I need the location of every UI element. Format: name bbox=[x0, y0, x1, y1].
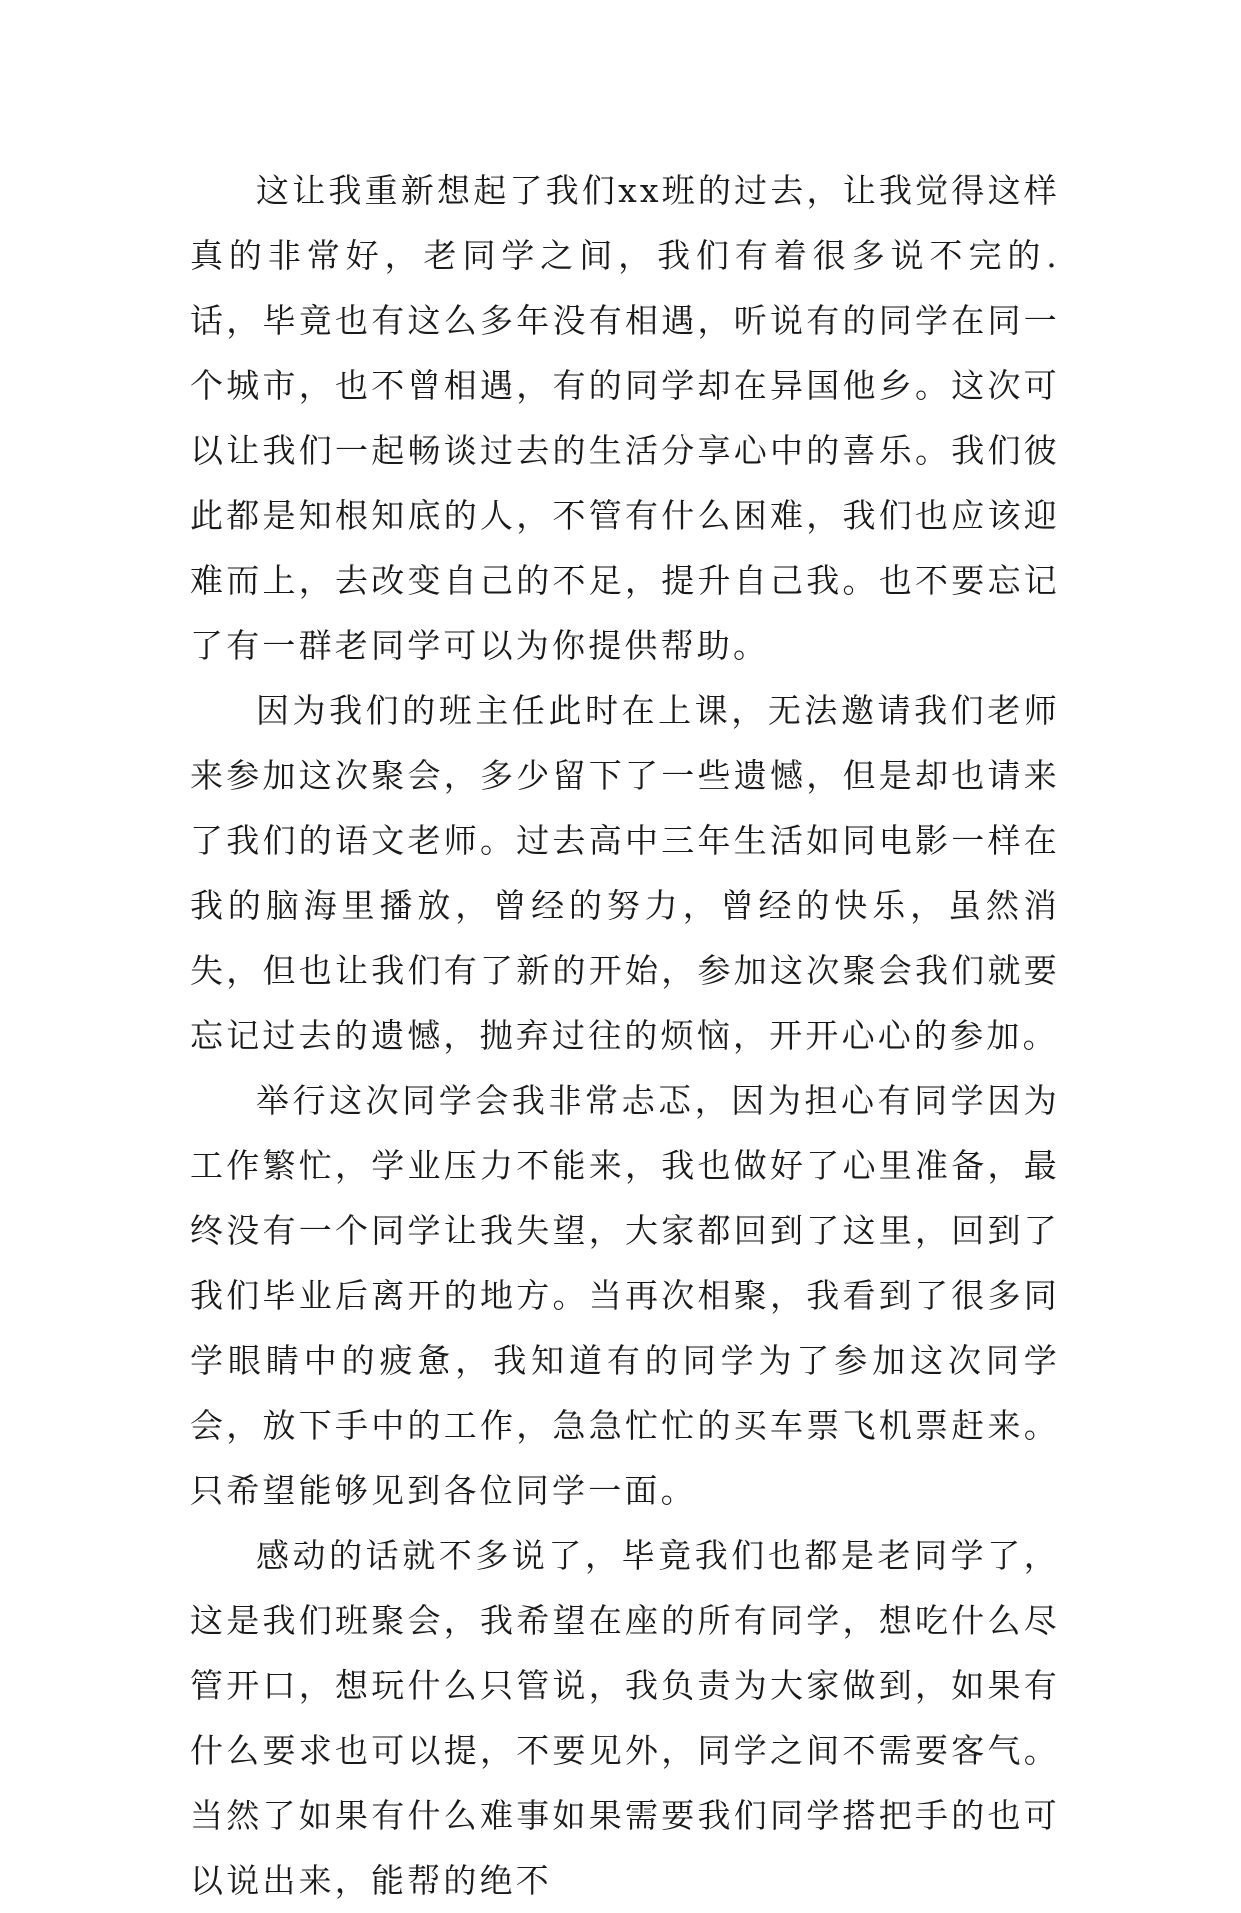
paragraph-2: 因为我们的班主任此时在上课，无法邀请我们老师来参加这次聚会，多少留下了一些遗憾，但是却也请来了我们的语文老师。过去高中三年生活如同电影一样在我的脑海里播放，曾经的努力，曾经的快乐，虽然消失，但也让我们有了新的开始，参加这次聚会我们就要忘记过去的遗憾，抛弃过往的烦恼，开开心心的参加。 bbox=[190, 691, 1060, 1055]
paragraph-1: 这让我重新想起了我们xx班的过去，让我觉得这样真的非常好，老同学之间，我们有着很多说不完的.话，毕竟也有这么多年没有相遇，听说有的同学在同一个城市，也不曾相遇，有的同学却在异国他乡。这次可以让我们一起畅谈过去的生活分享心中的喜乐。我们彼此都是知根知底的人，不管有什么困难，我们也应该迎难而上，去改变自己的不足，提升自己我。也不要忘记了有一群老同学可以为你提供帮助。 bbox=[190, 171, 1060, 665]
paragraph-3: 举行这次同学会我非常忐忑，因为担心有同学因为工作繁忙，学业压力不能来，我也做好了心里准备，最终没有一个同学让我失望，大家都回到了这里，回到了我们毕业后离开的地方。当再次相聚，我看到了很多同学眼睛中的疲惫，我知道有的同学为了参加这次同学会，放下手中的工作，急急忙忙的买车票飞机票赶来。只希望能够见到各位同学一面。 bbox=[190, 1081, 1060, 1510]
document-body bbox=[190, 158, 1060, 1913]
paragraph-4: 感动的话就不多说了，毕竟我们也都是老同学了，这是我们班聚会，我希望在座的所有同学，想吃什么尽管开口，想玩什么只管说，我负责为大家做到，如果有什么要求也可以提，不要见外，同学之间不需要客气。当然了如果有什么难事如果需要我们同学搭把手的也可以说出来，能帮的绝不 bbox=[190, 1536, 1060, 1900]
